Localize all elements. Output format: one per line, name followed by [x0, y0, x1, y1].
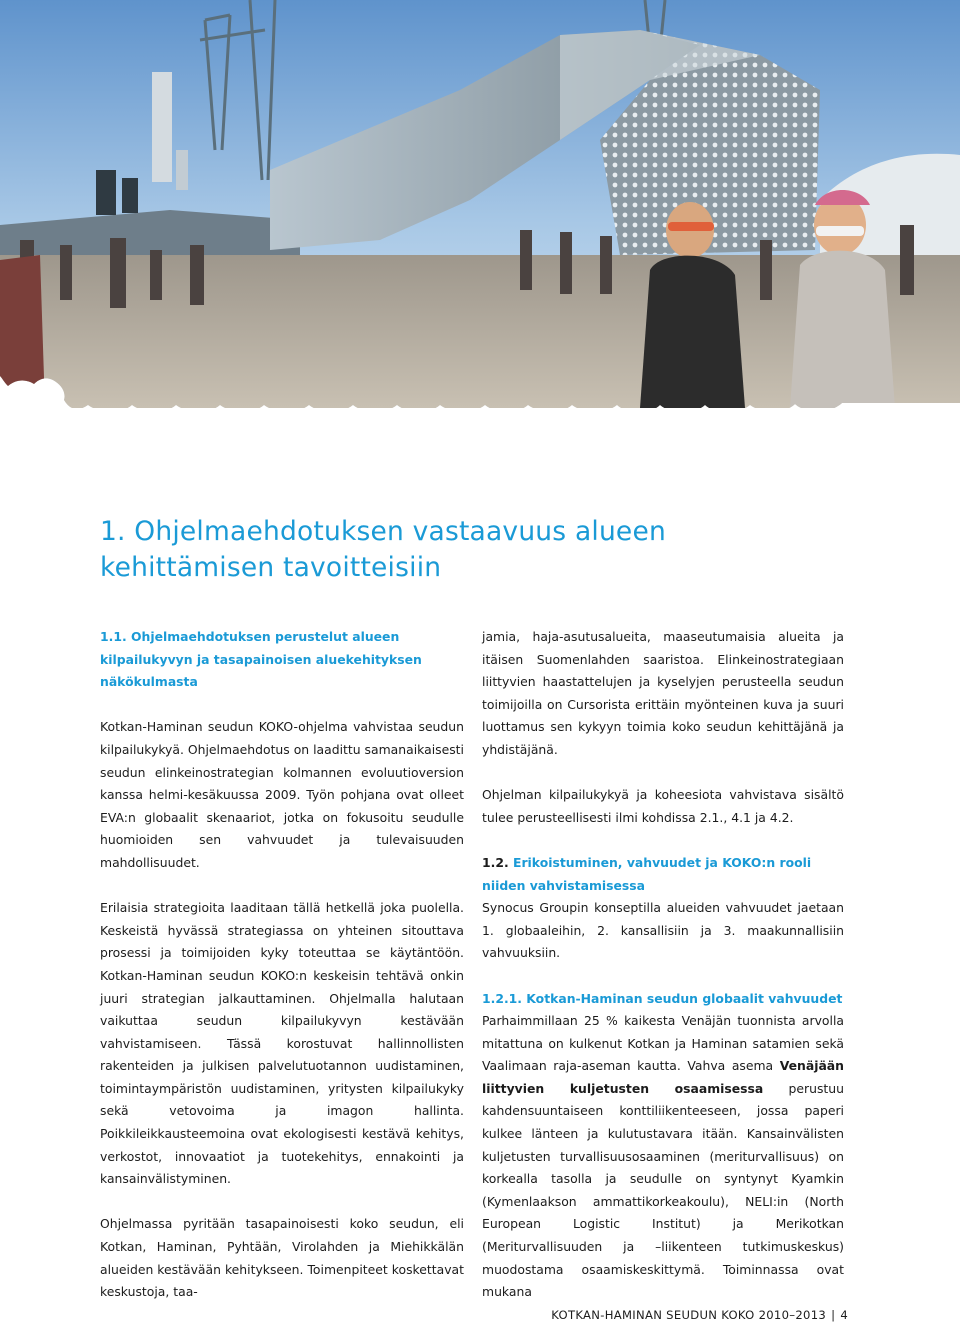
section-title: Erikoistuminen, vahvuudet ja KOKO:n rooli niiden vahvistamisessa: [482, 854, 812, 893]
paragraph: Erilaisia strategioita laaditaan tällä hetkellä joka puolella. Keskeistä hyvässä strategiassa on yhteinen sitouttava prosessi ja toimijoiden kyky toteuttaa se käytäntöön. Kotkan-Haminan seudun KOKO:n keskeisin tehtävä onkin juuri strategian jalkauttaminen. Ohjelmalla halutaan vaikuttaa seudun kilpailukyvyn kestävään vahvistamiseen. Tässä korostuvat hallinnollisten rakenteiden ja julkisen palvelutuotannon uudistaminen, toimintaympäristön uudistaminen, yritysten kilpailukyky sekä vetovoima ja imagon hallinta. Poikkileikkausteemoina ovat ekologisesti kestävä kehitys, verkostot, innovaatiot ja tuotekehitys, ennakointi ja kansainvälistyminen.: [100, 900, 464, 1187]
paragraph: Kotkan-Haminan seudun KOKO-ohjelma vahvistaa seudun kilpailukykyä. Ohjelmaehdotus on laadittu samanaikaisesti seudun elinkeinostrategian kolmannen evoluutioversion kanssa helmi-kesäkuussa 2009. Työn pohjana ovat olleet EVA:n globaalit skenaariot, jotka on fokusoitu seudulle huomioiden sen vahvuudet ja tulevaisuuden mahdollisuudet.: [100, 719, 464, 870]
right-column: [482, 626, 844, 1304]
main-heading: [100, 514, 800, 586]
section-heading-1-1: 1.1. Ohjelmaehdotuksen perustelut alueen kilpailukyvyn ja tasapainoisen aluekehityksen näkökulmasta: [100, 629, 422, 690]
subsection-heading-1-2-1: 1.2.1. Kotkan-Haminan seudun globaalit vahvuudet: [482, 990, 843, 1006]
page-footer: [551, 1308, 848, 1322]
main-heading-line-2: kehittämisen tavoitteisiin: [100, 552, 442, 583]
footer-separator: |: [831, 1308, 836, 1322]
left-column: [100, 626, 464, 1304]
paragraph: Synocus Groupin konseptilla alueiden vahvuudet jaetaan 1. globaaleihin, 2. kansallisiin ja 3. maakunnallisiin vahvuuksiin.: [482, 900, 844, 961]
page-number: 4: [840, 1308, 848, 1322]
main-heading-line-1: 1. Ohjelmaehdotuksen vastaavuus alueen: [100, 516, 666, 547]
paragraph: Ohjelmassa pyritään tasapainoisesti koko seudun, eli Kotkan, Haminan, Pyhtään, Virolahden ja Miehikkälän alueiden kestävään kehitykseen. Toimenpiteet koskettavat keskustoja, taa-: [100, 1216, 464, 1300]
paragraph-text: Parhaimmillaan 25 % kaikesta Venäjän tuonnista arvolla mitattuna on kulkenut Kotkan ja Haminan satamien sekä Vaalimaan raja-aseman kautta. Vahva asema: [482, 1013, 844, 1074]
emphasis-text: Venäjään liittyvien kuljetusten osaamisessa: [482, 1058, 844, 1096]
paragraph: Ohjelman kilpailukykyä ja koheesiota vahvistava sisältö tulee perusteellisesti ilmi kohdissa 2.1., 4.1 ja 4.2.: [482, 787, 844, 825]
paragraph: [482, 1010, 844, 1304]
footer-title: KOTKAN-HAMINAN SEUDUN KOKO 2010–2013: [551, 1308, 827, 1322]
section-heading-1-2: [482, 852, 844, 897]
paragraph: jamia, haja-asutusalueita, maaseutumaisia alueita ja itäisen Suomenlahden saaristoa. Elinkeinostrategiaan liittyvien haastattelujen ja kyselyjen perusteella seudun toimijoilla on Cursorista erittäin myönteinen kuva ja suuri luottamus sen kykyyn toimia koko seudun kehittäjänä ja yhdistäjänä.: [482, 629, 844, 757]
section-number: 1.2.: [482, 854, 509, 870]
hero-photo: [0, 0, 960, 408]
paragraph-text: perustuu kahdensuuntaiseen konttiliikenteeseen, jossa paperi kulkee länteen ja kulutustavara itään. Kansainvälisten kuljetusten turvallisuusosaaminen (meriturvallisuus) on korkealla tasolla ja seudulle on syntynyt Kyamkin (Kymenlaakson ammattikorkeakoulu), NELI:in (North European Logistic Institut) ja Merikotkan (Meriturvallisuuden ja –liikenteen tutkimuskeskus) muodostama osaamiskeskittymä. Toiminnassa ovat mukana: [482, 1080, 844, 1300]
